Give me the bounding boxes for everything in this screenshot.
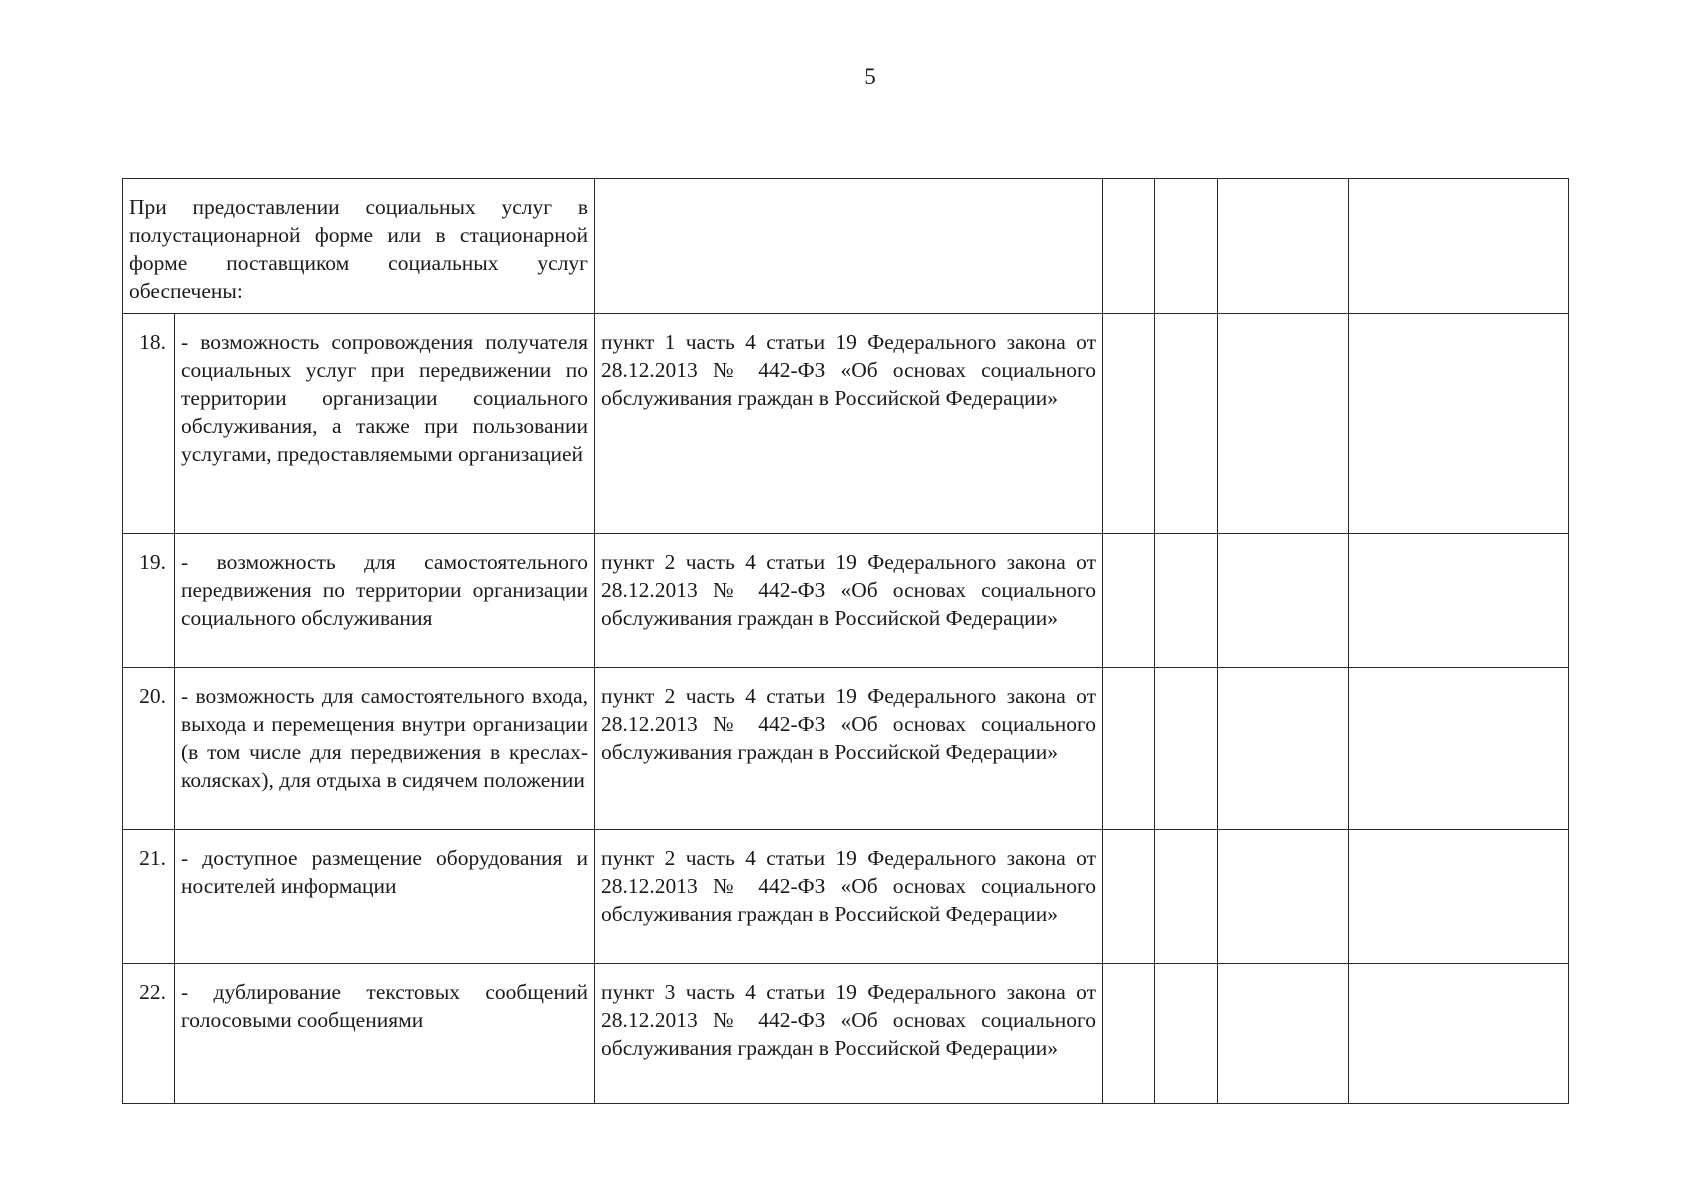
table-row <box>123 314 1569 534</box>
answer-no-cell <box>1155 830 1218 964</box>
answer-yes-cell <box>1103 964 1155 1104</box>
legal-basis-cell: пункт 2 часть 4 статьи 19 Федерального закона от 28.12.2013 № 442-ФЗ «Об основах социального обслуживания граждан в Российской Федерации» <box>595 534 1103 668</box>
answer-no-cell <box>1155 179 1218 314</box>
answer-no-cell <box>1155 964 1218 1104</box>
answer-yes-cell <box>1103 534 1155 668</box>
row-number: 18. <box>123 314 175 534</box>
legal-basis-cell: пункт 2 часть 4 статьи 19 Федерального закона от 28.12.2013 № 442-ФЗ «Об основах социального обслуживания граждан в Российской Федерации» <box>595 668 1103 830</box>
row-number: 21. <box>123 830 175 964</box>
answer-yes-cell <box>1103 830 1155 964</box>
table-row <box>123 830 1569 964</box>
answer-na-cell <box>1218 534 1349 668</box>
basis-cell-empty <box>595 179 1103 314</box>
answer-no-cell <box>1155 534 1218 668</box>
answer-no-cell <box>1155 668 1218 830</box>
checklist-table <box>122 178 1569 1104</box>
notes-cell <box>1349 179 1569 314</box>
row-number: 19. <box>123 534 175 668</box>
answer-yes-cell <box>1103 668 1155 830</box>
requirement-cell: - возможность сопровождения получателя социальных услуг при передвижении по территории организации социального обслуживания, а также при пользовании услугами, предоставляемыми организацией <box>175 314 595 534</box>
answer-na-cell <box>1218 830 1349 964</box>
answer-na-cell <box>1218 314 1349 534</box>
section-header-row <box>123 179 1569 314</box>
legal-basis-cell: пункт 3 часть 4 статьи 19 Федерального закона от 28.12.2013 № 442-ФЗ «Об основах социального обслуживания граждан в Российской Федерации» <box>595 964 1103 1104</box>
requirement-cell: - доступное размещение оборудования и носителей информации <box>175 830 595 964</box>
notes-cell <box>1349 830 1569 964</box>
answer-yes-cell <box>1103 179 1155 314</box>
answer-na-cell <box>1218 964 1349 1104</box>
notes-cell <box>1349 314 1569 534</box>
requirement-cell: - дублирование текстовых сообщений голосовыми сообщениями <box>175 964 595 1104</box>
page-number: 5 <box>864 64 876 89</box>
notes-cell <box>1349 534 1569 668</box>
row-number: 20. <box>123 668 175 830</box>
requirement-cell: - возможность для самостоятельного передвижения по территории организации социального обслуживания <box>175 534 595 668</box>
answer-na-cell <box>1218 179 1349 314</box>
notes-cell <box>1349 964 1569 1104</box>
legal-basis-cell: пункт 1 часть 4 статьи 19 Федерального закона от 28.12.2013 № 442-ФЗ «Об основах социального обслуживания граждан в Российской Федерации» <box>595 314 1103 534</box>
requirement-cell: - возможность для самостоятельного входа, выхода и перемещения внутри организации (в том числе для передвижения в креслах-колясках), для отдыха в сидячем положении <box>175 668 595 830</box>
legal-basis-cell: пункт 2 часть 4 статьи 19 Федерального закона от 28.12.2013 № 442-ФЗ «Об основах социального обслуживания граждан в Российской Федерации» <box>595 830 1103 964</box>
table-row <box>123 668 1569 830</box>
answer-no-cell <box>1155 314 1218 534</box>
section-header-cell: При предоставлении социальных услуг в полустационарной форме или в стационарной форме поставщиком социальных услуг обеспечены: <box>123 179 595 314</box>
notes-cell <box>1349 668 1569 830</box>
answer-na-cell <box>1218 668 1349 830</box>
answer-yes-cell <box>1103 314 1155 534</box>
row-number: 22. <box>123 964 175 1104</box>
table-row <box>123 534 1569 668</box>
table-row <box>123 964 1569 1104</box>
